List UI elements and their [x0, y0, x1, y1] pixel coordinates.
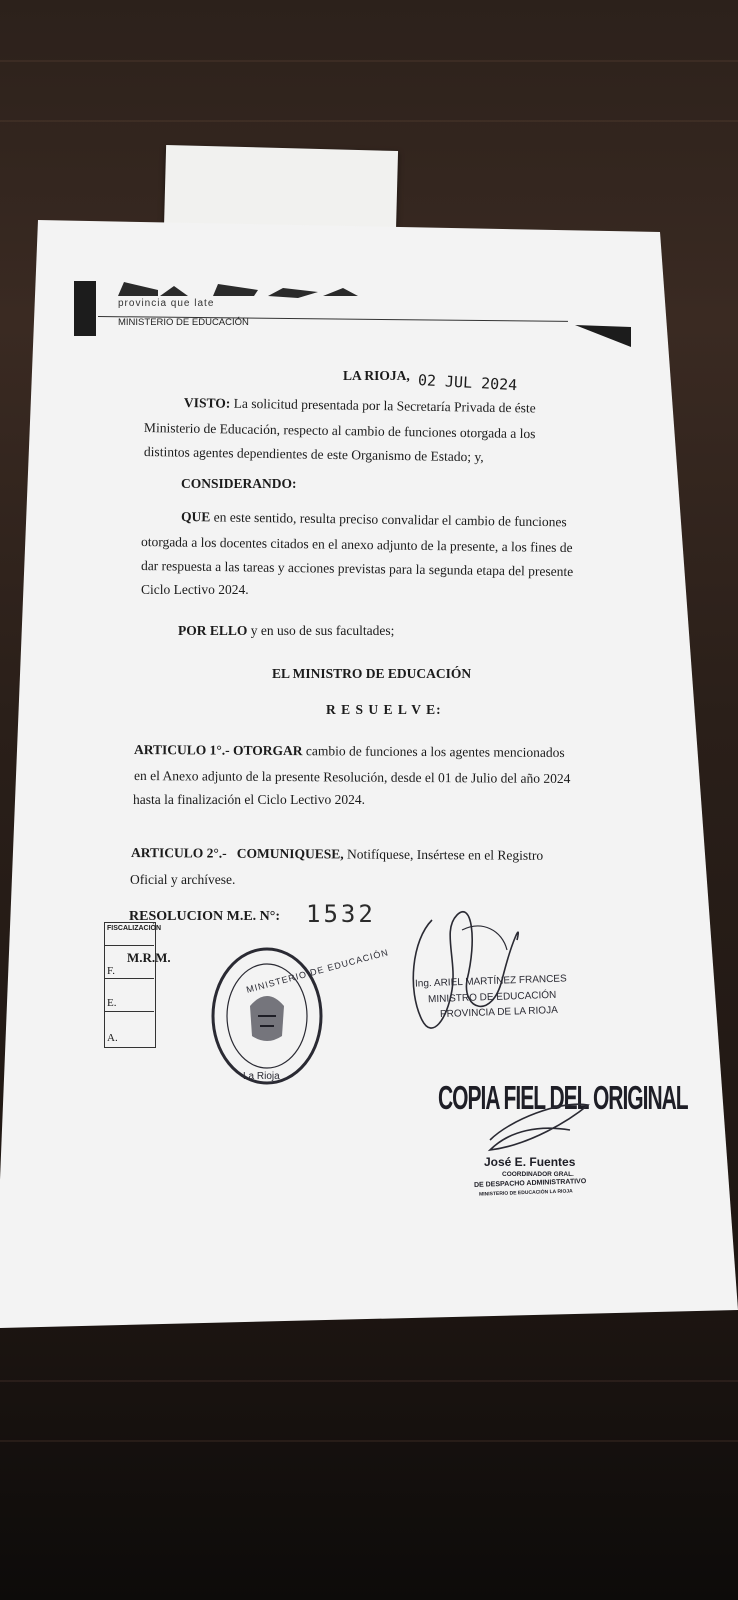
considerando-line-1-text: en este sentido, resulta preciso convalidar el cambio de funciones [213, 509, 567, 530]
control-box-header: FISCALIZACIÓN [107, 925, 162, 932]
articulo-1-line-1 [134, 740, 565, 763]
seal-ring [210, 946, 324, 1086]
letterhead-ministry: MINISTERIO DE EDUCACIÓN [118, 317, 249, 328]
que-label: QUE [180, 509, 211, 525]
wood-grain [0, 60, 738, 62]
date-handwritten: 02 JUL 2024 [417, 371, 518, 395]
wood-grain [0, 1380, 738, 1382]
date-place: LA RIOJA, [343, 368, 410, 383]
minister-stamp-line-3: PROVINCIA DE LA RIOJA [439, 1004, 558, 1021]
letterhead-tagline: provincia que late [118, 298, 215, 309]
certifier-title-1: COORDINADOR GRAL. [502, 1171, 574, 1178]
considerando-heading: CONSIDERANDO: [181, 476, 297, 491]
visto-label: VISTO: [183, 395, 231, 411]
resolucion-label: RESOLUCION M.E. N°: [129, 909, 281, 924]
articulo-2-line-1 [131, 843, 543, 866]
certifier-signature [470, 1090, 600, 1160]
articulo-1-line-2: en el Anexo adjunto de la presente Resolución, desde el 01 de Julio del año 2024 [133, 768, 571, 787]
copia-fiel-stamp: COPIA FIEL DEL ORIGINAL [438, 1080, 688, 1117]
control-box-row-f: F. [107, 965, 115, 977]
articulo-1-line-1-text: cambio de funciones a los agentes mencionados [305, 743, 565, 761]
certifier-title-2: DE DESPACHO ADMINISTRATIVO [473, 1178, 587, 1189]
visto-line-3: distintos agentes dependientes de este Organismo de Estado; y, [143, 444, 484, 465]
articulo-2-verb: COMUNIQUESE, [236, 845, 344, 862]
letterhead-bar [74, 281, 96, 336]
underlying-paper-tab [164, 145, 398, 235]
considerando-line-4: Ciclo Lectivo 2024. [141, 582, 249, 597]
articulo-1-label: ARTICULO 1°.- [133, 742, 230, 758]
considerando-line-3: dar respuesta a las tareas y acciones previstas para la segunda etapa del presente [140, 558, 574, 580]
por-ello-line [178, 621, 394, 641]
wood-grain [0, 1440, 738, 1442]
considerando-line-2: otorgada a los docentes citados en el anexo adjunto de la presente, a los fines de [140, 534, 573, 556]
visto-line-1-text: La solicitud presentada por la Secretaría Privada de éste [233, 395, 536, 416]
letterhead-corner-mark [575, 325, 631, 347]
seal-bottom-text: La Rioja [243, 1071, 280, 1082]
visto-line-2: Ministerio de Educación, respecto al cambio de funciones otorgada a los [143, 420, 536, 442]
control-box-row-a: A. [107, 1032, 118, 1044]
resolucion-number: 1532 [306, 900, 376, 928]
articulo-2-label: ARTICULO 2°.- [130, 845, 227, 861]
articulo-2-line-1-text: Notifíquese, Insértese en el Registro [347, 846, 544, 863]
certifier-title-3: MINISTERIO DE EDUCACIÓN LA RIOJA [478, 1188, 573, 1198]
authority-heading: EL MINISTRO DE EDUCACIÓN [272, 666, 472, 681]
por-ello-label: POR ELLO [178, 623, 248, 638]
certifier-name: José E. Fuentes [484, 1155, 576, 1169]
seal-text: MINISTERIO DE EDUCACIÓN [245, 947, 390, 995]
initials: M.R.M. [127, 950, 171, 965]
minister-stamp-line-2: MINISTRO DE EDUCACIÓN [427, 989, 557, 1006]
resuelve-heading: R E S U E L V E: [326, 702, 442, 717]
control-box-row-e: E. [107, 997, 117, 1009]
control-box-divider [104, 945, 154, 946]
por-ello-text: y en uso de sus facultades; [250, 623, 395, 638]
wood-grain [0, 120, 738, 122]
articulo-1-verb: OTORGAR [233, 742, 303, 759]
minister-stamp-line-1: Ing. ARIEL MARTÍNEZ FRANCES [414, 973, 567, 990]
articulo-1-line-3: hasta la finalización el Ciclo Lectivo 2024. [133, 792, 366, 807]
articulo-2-line-2: Oficial y archívese. [130, 872, 236, 887]
